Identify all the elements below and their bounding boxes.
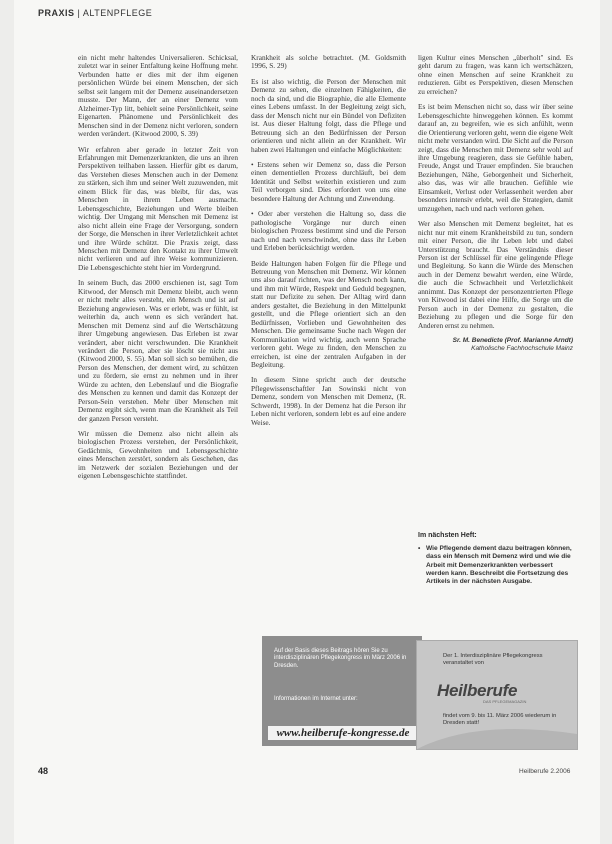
- paragraph: Beide Haltungen haben Folgen für die Pflege und Betreuung von Menschen mit Demenz. Wir können uns also darauf richten, was der Mensch noch kann, und ihm mit Würde, Respekt und Geduld begegnen, statt nur Defizite zu sehen. Der Alltag wird dann anders gestaltet, die Beziehung in den Mittelpunkt gestellt, und die Pflege orientiert sich an den Bedürfnissen, Vorlieben und Gewohnheiten des Menschen. Die gemeinsame Suche nach Wegen der Kommunikation wird wichtig, auch wenn Sprache verloren geht. Wege zu finden, den Menschen zu erreichen, ist eine der zentralen Aufgaben in der Begleitung.: [251, 258, 406, 369]
- ad-text: Auf der Basis dieses Beitrags hören Sie zu interdisziplinären Pflegekongress im März 2006 in Dresden.: [274, 648, 407, 669]
- paragraph: Wer also Menschen mit Demenz begleitet, hat es nicht nur mit einem Krankheitsbild zu tun, sondern mit einer Person, die ihr Leben lebt und dabei Unterstützung braucht. Das Verständnis dieser Person ist der Schlüssel für eine gelingende Pflege und Begleitung. So kann die Würde des Menschen auch in der Demenz bewahrt werden, eine Würde, die auch die Schwachheit und Verletzlichkeit annimmt. Das Konzept der personzentrierten Pflege von Kitwood ist dabei eine Hilfe, die Sorge um die Person auch in der Demenz zu gestalten, die Beziehung zu pflegen und die Sorge für den Anderen ernst zu nehmen.: [418, 219, 573, 330]
- subsection-label: ALTENPFLEGE: [82, 8, 153, 18]
- ad-header: Der 1. Interdisziplinäre Pflegekongress veranstaltet von: [443, 653, 543, 666]
- page: [14, 0, 600, 844]
- author-signature: Sr. M. Benedicte (Prof. Marianne Arndt): [452, 337, 573, 345]
- paragraph: Es ist also wichtig, die Person der Menschen mit Demenz zu sehen, die einzelnen Fähigkeiten, die noch da sind, und die Biographie, die alle Elemente eines Lebens umfasst. In der Begleitung zeigt sich, dass der Mensch nicht nur ein Bündel von Defiziten ist. Aus dieser Haltung folgt, dass die Pflege und Betreuung sich an den Bedürfnissen der Person orientieren und nicht allein an der Krankheit. Wir haben zwei Haltungen und einfache Möglichkeiten:: [251, 76, 406, 154]
- author-affiliation: Katholische Fachhochschule Mainz: [471, 345, 573, 353]
- heilberufe-logo: Heilberufe: [437, 681, 518, 700]
- paragraph: In seinem Buch, das 2000 erschienen ist, sagt Tom Kitwood, der Mensch mit Demenz bleibt, auch wenn er nicht mehr alles versteht, ein Mensch und ist auf Beziehung angewiesen. Was er erlebt, was er fühlt, ist weiterhin da, auch wenn es sich verändert hat. Menschen mit Demenz sind auf die Wertschätzung ihrer Umgebung angewiesen. Das Erleben ist zwar verändert, aber nicht verschwunden. Die Krankheit verändert die Person, aber sie löscht sie nicht aus (Kitwood 2000, S. 55). Man soll sich so bemühen, die Person des Menschen, der dement wird, zu schützen und zu fördern, sie ernst zu nehmen und in ihrer Würde zu achten, den Lebenslauf und die Biografie des Menschen zu kennen und damit das Konzept der Person-Sein verstehen. Mehr über Menschen mit Demenz ergibt sich, wenn man die Krankheit als Teil der ganzen Person versteht.: [78, 278, 238, 423]
- paragraph: In diesem Sinne spricht auch der deutsche Pflegewissenschaftler Jan Sowinski nicht von Demenz, sondern von Menschen mit Demenz, (R. Schwerdt, 1998). In der Demenz hat die Person ihr Leben nicht verloren, sondern lebt es auf eine andere Weise.: [251, 375, 406, 427]
- congress-url-link[interactable]: www.heilberufe-kongresse.de: [268, 726, 418, 740]
- page-number: 48: [38, 766, 49, 776]
- congress-ad-left: [262, 636, 422, 746]
- text-column-2: [251, 54, 406, 434]
- bullet-item: • Erstens sehen wir Demenz so, dass die Person einen dementiellen Prozess durchläuft, bei dem Identität und Selbst weiterhin existieren und zum Teil verborgen sind. Dies erfordert von uns eine besondere Haltung der Achtung und Zuwendung.: [251, 159, 406, 203]
- paragraph: Wir müssen die Demenz also nicht allein als biologischen Prozess verstehen, der Persönlichkeit, Gedächtnis, Gewohnheiten und Lebensgeschichte eines Menschen zerstört, sondern als Geschehen, das im Netzwerk der sozialen Beziehungen und der eigenen Lebensgeschichte stattfindet.: [78, 429, 238, 481]
- logo-subtitle: DAS PFLEGEMAGAZIN: [483, 699, 527, 704]
- section-header: PRAXIS | ALTENPFLEGE: [38, 8, 153, 18]
- heilberufe-ad-right: [416, 640, 578, 750]
- next-issue-text: • Wie Pflegende dement dazu beitragen können, dass ein Mensch mit Demenz wird und wie die Arbeit mit Demenzerkrankten verbessert werden kann. Beschreibt die Fortsetzung des Artikels in der nächsten Ausgabe.: [426, 545, 573, 586]
- paragraph: ligen Kultur eines Menschen „überholt" sind. Es geht darum zu fragen, was kann ich wertschätzen, ohne einen Menschen auf seine Krankheit zu reduzieren. Gibt es Perspektiven, diesen Menschen zu erreichen?: [418, 53, 573, 96]
- paragraph: Krankheit als solche betrachtet. (M. Goldsmith 1996, S. 29): [251, 53, 406, 71]
- ad-text: Informationen im Internet unter:: [274, 696, 358, 702]
- paragraph: Es ist beim Menschen nicht so, dass wir über seine Lebensgeschichte hinweggehen können. Es kommt darauf an, zu begreifen, wie es sich anfühlt, wenn die Orientierung verloren geht, wenn die eigene Welt nicht mehr verstanden wird. Die Sicht auf die Person zeigt, dass die Menschen mit Demenz sehr wohl auf ihre Umgebung reagieren, dass sie Gefühle haben, Freude, Angst und Trauer empfinden. Sie brauchen Beziehungen, Nähe, Geborgenheit und Sicherheit, also das, was wir alle brauchen. Gefühle wie Einsamkeit, Verlust oder Verlassenheit werden aber besonders intensiv erlebt, weil die Strategien, damit umzugehen, nach und nach verloren gehen.: [418, 102, 573, 213]
- paragraph: ein nicht mehr haltendes Universalieren. Schicksal, zuletzt war in seiner Entfaltung keine Hoffnung mehr. Verbunden hatte er dies mit der ihm eigenen persönlichen Würde bei einem Menschen, der sich selbst seit langem mit der Demenz auseinandersetzen musste. Der Mann, der an einer Demenz vom Alzheimer-Typ litt, behielt seine Persönlichkeit, seine Eigenarten. Phänomene und Persönlichkeit des Menschen sind in der Demenz nicht verloren, sondern werden verändert. (Kitwood 2000, S. 39): [78, 53, 238, 139]
- journal-issue: Heilberufe 2.2006: [519, 768, 571, 775]
- text-column-3: [418, 54, 573, 354]
- next-issue-title: Im nächsten Heft:: [418, 532, 477, 539]
- ad-footer: findet vom 9. bis 11. März 2006 wiederum in Dresden statt!: [443, 713, 557, 726]
- bullet-item: • Oder aber verstehen die Haltung so, dass die pathologische Vorgänge nur durch einen biologischen Prozess bestimmt sind und die Person nach und nach verschwindet, ohne dass ihr Leben und Erleben berücksichtigt werden.: [251, 209, 406, 253]
- section-label: PRAXIS: [38, 8, 75, 18]
- paragraph: Wir erfahren aber gerade in letzter Zeit von Erfahrungen mit Demenzerkrankten, die uns an ihren Perspektiven teilhaben lassen. Hierfür gibt es darum, das Verstehen dieses Menschen auch in der Demenz zu stärken, sich ihm und seiner Welt zuzuwenden, mit einem Blick für das, was bleibt, für das, was Menschen in ihrem Leben ausmacht. Lebensgeschichte, Beziehungen und Werte bleiben wichtig. Der Umgang mit Menschen mit Demenz ist also nicht allein eine Frage der Versorgung, sondern der Sorge, die Menschen in ihrer Verletzlichkeit achtet und ihre Würde schützt. Die Praxis zeigt, dass Menschen mit Demenz den Kontakt zu ihrer Umwelt nicht verlieren und auf ihre Weise kommunizieren. Die Lebensgeschichte steht hier im Vordergrund.: [78, 144, 238, 272]
- text-column-1: [78, 54, 238, 488]
